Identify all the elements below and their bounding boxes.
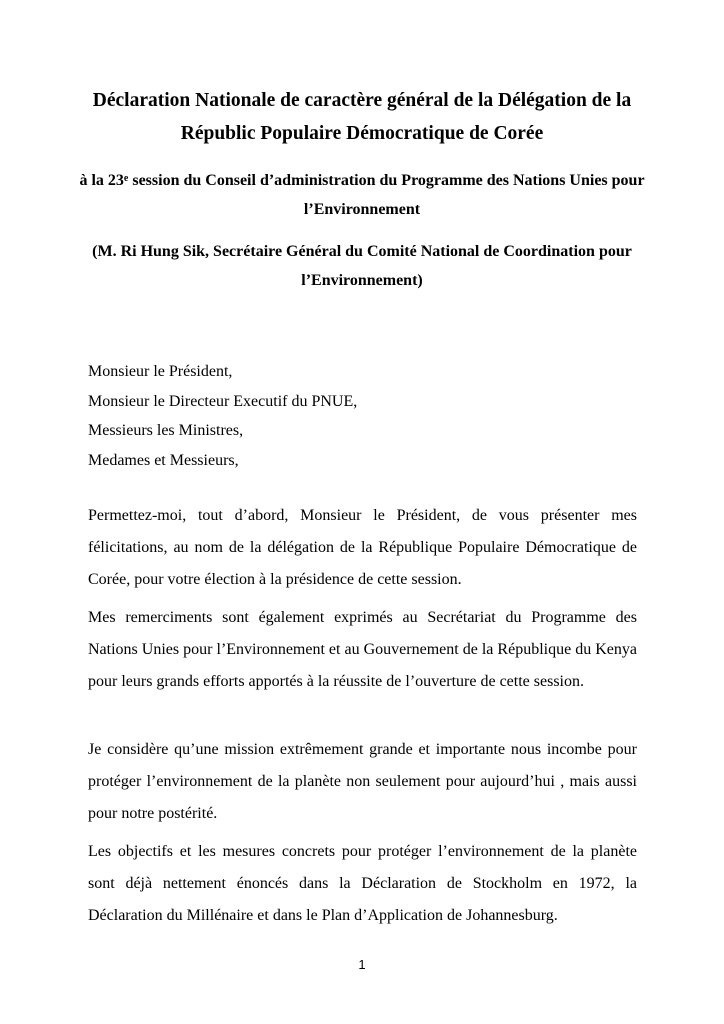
salutations-block xyxy=(88,357,357,475)
speaker-subtitle: (M. Ri Hung Sik, Secrétaire Général du Comité National de Coordination pour l’Environnement) xyxy=(92,243,632,289)
salutation-line: Medames et Messieurs, xyxy=(88,451,239,469)
salutation-line: Messieurs les Ministres, xyxy=(88,422,244,439)
session-ordinal-superscript: e xyxy=(123,173,129,184)
page-number: 1 xyxy=(358,957,366,972)
body-paragraph: Permettez-moi, tout d’abord, Monsieur le Président, de vous présenter mes félicitations, au nom de la délégation de la République Populaire Démocratique de Corée, pour votre élection à la présidence de cette session. xyxy=(88,507,637,588)
session-subtitle xyxy=(60,166,664,224)
body-paragraph: Mes remerciments sont également exprimés au Secrétariat du Programme des Nations Unies pour l’Environnement et au Gouvernement de la République du Kenya pour leurs grands efforts apportés à la réussite de l’ouverture de cette session. xyxy=(88,609,637,690)
session-subtitle-prefix: à la 23 xyxy=(79,172,124,189)
document-title: Déclaration Nationale de caractère général de la Délégation de la Républic Populaire Démocratique de Corée xyxy=(92,90,632,144)
salutation-line: Monsieur le Directeur Executif du PNUE, xyxy=(88,392,358,410)
body-paragraph: Je considère qu’une mission extrêmement grande et importante nous incombe pour protéger l’environnement de la planète non seulement pour aujourd’hui , mais aussi pour notre postérité. xyxy=(88,741,637,822)
salutation-line: Monsieur le Président, xyxy=(88,363,233,380)
session-subtitle-rest: session du Conseil d’administration du Programme des Nations Unies pour l’Environnement xyxy=(128,172,645,218)
body-paragraph: Les objectifs et les mesures concrets pour protéger l’environnement de la planète sont déjà nettement énoncés dans la Déclaration de Stockholm en 1972, la Déclaration du Millénaire et dans le Plan d’Application de Johannesburg. xyxy=(88,843,637,924)
